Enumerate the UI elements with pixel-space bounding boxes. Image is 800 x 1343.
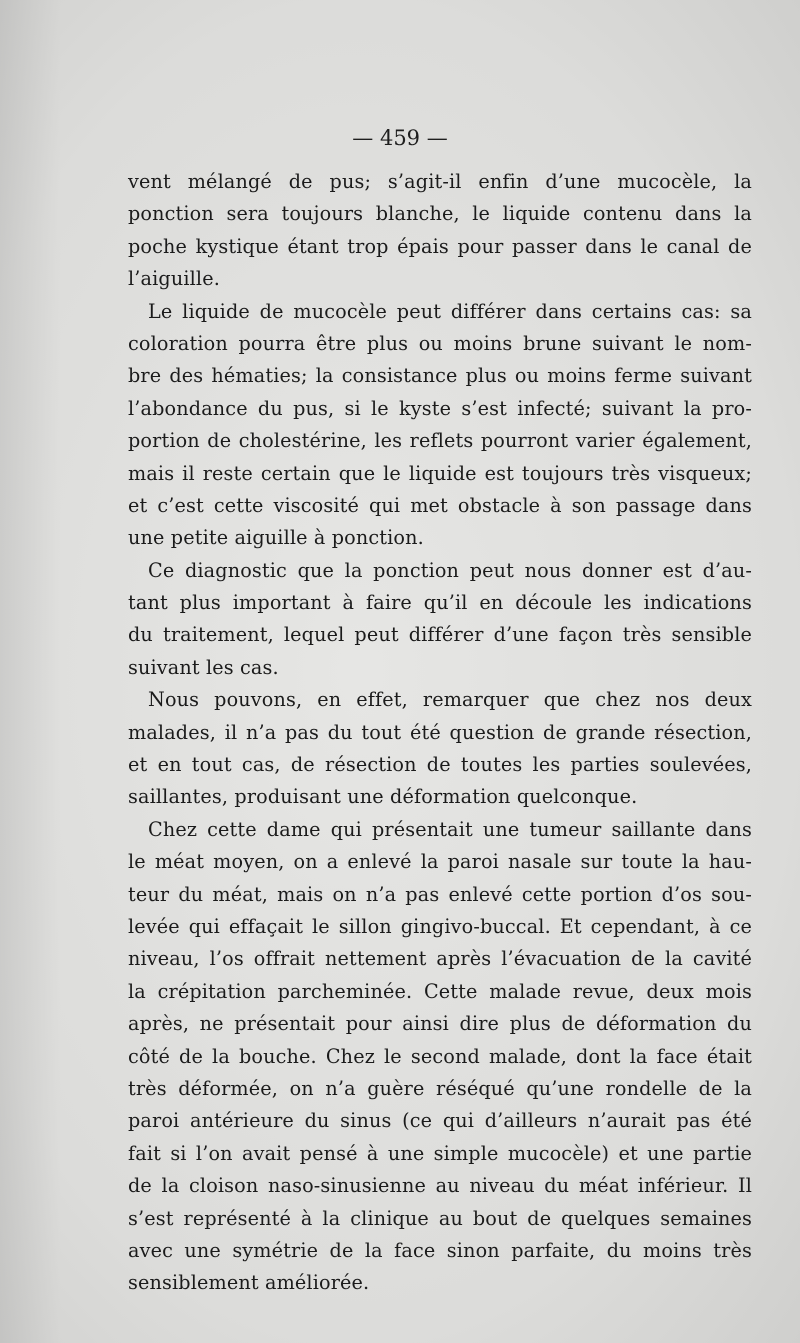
page-number: — 459 — [352, 126, 448, 150]
text-line: portion de cholestérine, les reflets pourront varier également, [128, 429, 752, 453]
body-text [128, 166, 752, 1300]
paragraph [128, 684, 752, 814]
text-line: coloration pourra être plus ou moins brune suivant le nom- [128, 331, 752, 355]
text-line: Le liquide de mucocèle peut différer dans certains cas: sa [148, 299, 752, 323]
text-line: bre des hématies; la consistance plus ou moins ferme suivant [128, 364, 752, 388]
text-line: levée qui effaçait le sillon gingivo-buccal. Et cependant, à ce [128, 914, 752, 938]
text-line: Nous pouvons, en effet, remarquer que chez nos deux [148, 688, 752, 712]
text-line: teur du méat, mais on n’a pas enlevé cette portion d’os sou- [128, 882, 752, 906]
paragraph [128, 814, 752, 1300]
text-line: s’est représenté à la clinique au bout de quelques semaines [128, 1206, 752, 1230]
text-line: mais il reste certain que le liquide est toujours très visqueux; [128, 461, 752, 485]
text-line: côté de la bouche. Chez le second malade, dont la face était [128, 1044, 752, 1068]
text-line: poche kystique étant trop épais pour passer dans le canal de [128, 234, 752, 258]
paragraph [128, 166, 752, 296]
text-line: très déformée, on n’a guère réséqué qu’une rondelle de la [128, 1076, 752, 1100]
text-line: paroi antérieure du sinus (ce qui d’ailleurs n’aurait pas été [128, 1109, 752, 1133]
page-gutter-shadow [0, 0, 60, 1343]
text-line: sensiblement améliorée. [128, 1271, 370, 1295]
text-line: le méat moyen, on a enlevé la paroi nasale sur toute la hau- [128, 850, 752, 874]
text-line: avec une symétrie de la face sinon parfaite, du moins très [128, 1238, 752, 1262]
text-line: Ce diagnostic que la ponction peut nous donner est d’au- [148, 558, 752, 582]
text-line: après, ne présentait pour ainsi dire plus de déformation du [128, 1012, 752, 1036]
text-line: saillantes, produisant une déformation quelconque. [128, 785, 638, 809]
text-line: l’aiguille. [128, 267, 220, 291]
paragraph [128, 296, 752, 555]
text-line: tant plus important à faire qu’il en découle les indications [128, 591, 752, 615]
text-line: fait si l’on avait pensé à une simple mucocèle) et une partie [128, 1141, 752, 1165]
text-line: malades, il n’a pas du tout été question de grande résection, [128, 720, 752, 744]
text-line: du traitement, lequel peut différer d’une façon très sensible [128, 623, 752, 647]
text-line: niveau, l’os offrait nettement après l’évacuation de la cavité [128, 947, 752, 971]
text-line: et c’est cette viscosité qui met obstacle à son passage dans [128, 493, 752, 517]
text-line: la crépitation parcheminée. Cette malade revue, deux mois [128, 979, 752, 1003]
text-line: l’abondance du pus, si le kyste s’est infecté; suivant la pro- [128, 396, 752, 420]
text-line: vent mélangé de pus; s’agit-il enfin d’une mucocèle, la [128, 170, 752, 193]
text-line: ponction sera toujours blanche, le liquide contenu dans la [128, 202, 752, 226]
text-line: Chez cette dame qui présentait une tumeur saillante dans [148, 817, 752, 841]
text-line: une petite aiguille à ponction. [128, 526, 424, 550]
text-line: et en tout cas, de résection de toutes les parties soulevées, [128, 753, 752, 777]
text-line: de la cloison naso-sinusienne au niveau du méat inférieur. Il [128, 1174, 752, 1198]
text-line: suivant les cas. [128, 655, 279, 679]
paragraph [128, 555, 752, 685]
